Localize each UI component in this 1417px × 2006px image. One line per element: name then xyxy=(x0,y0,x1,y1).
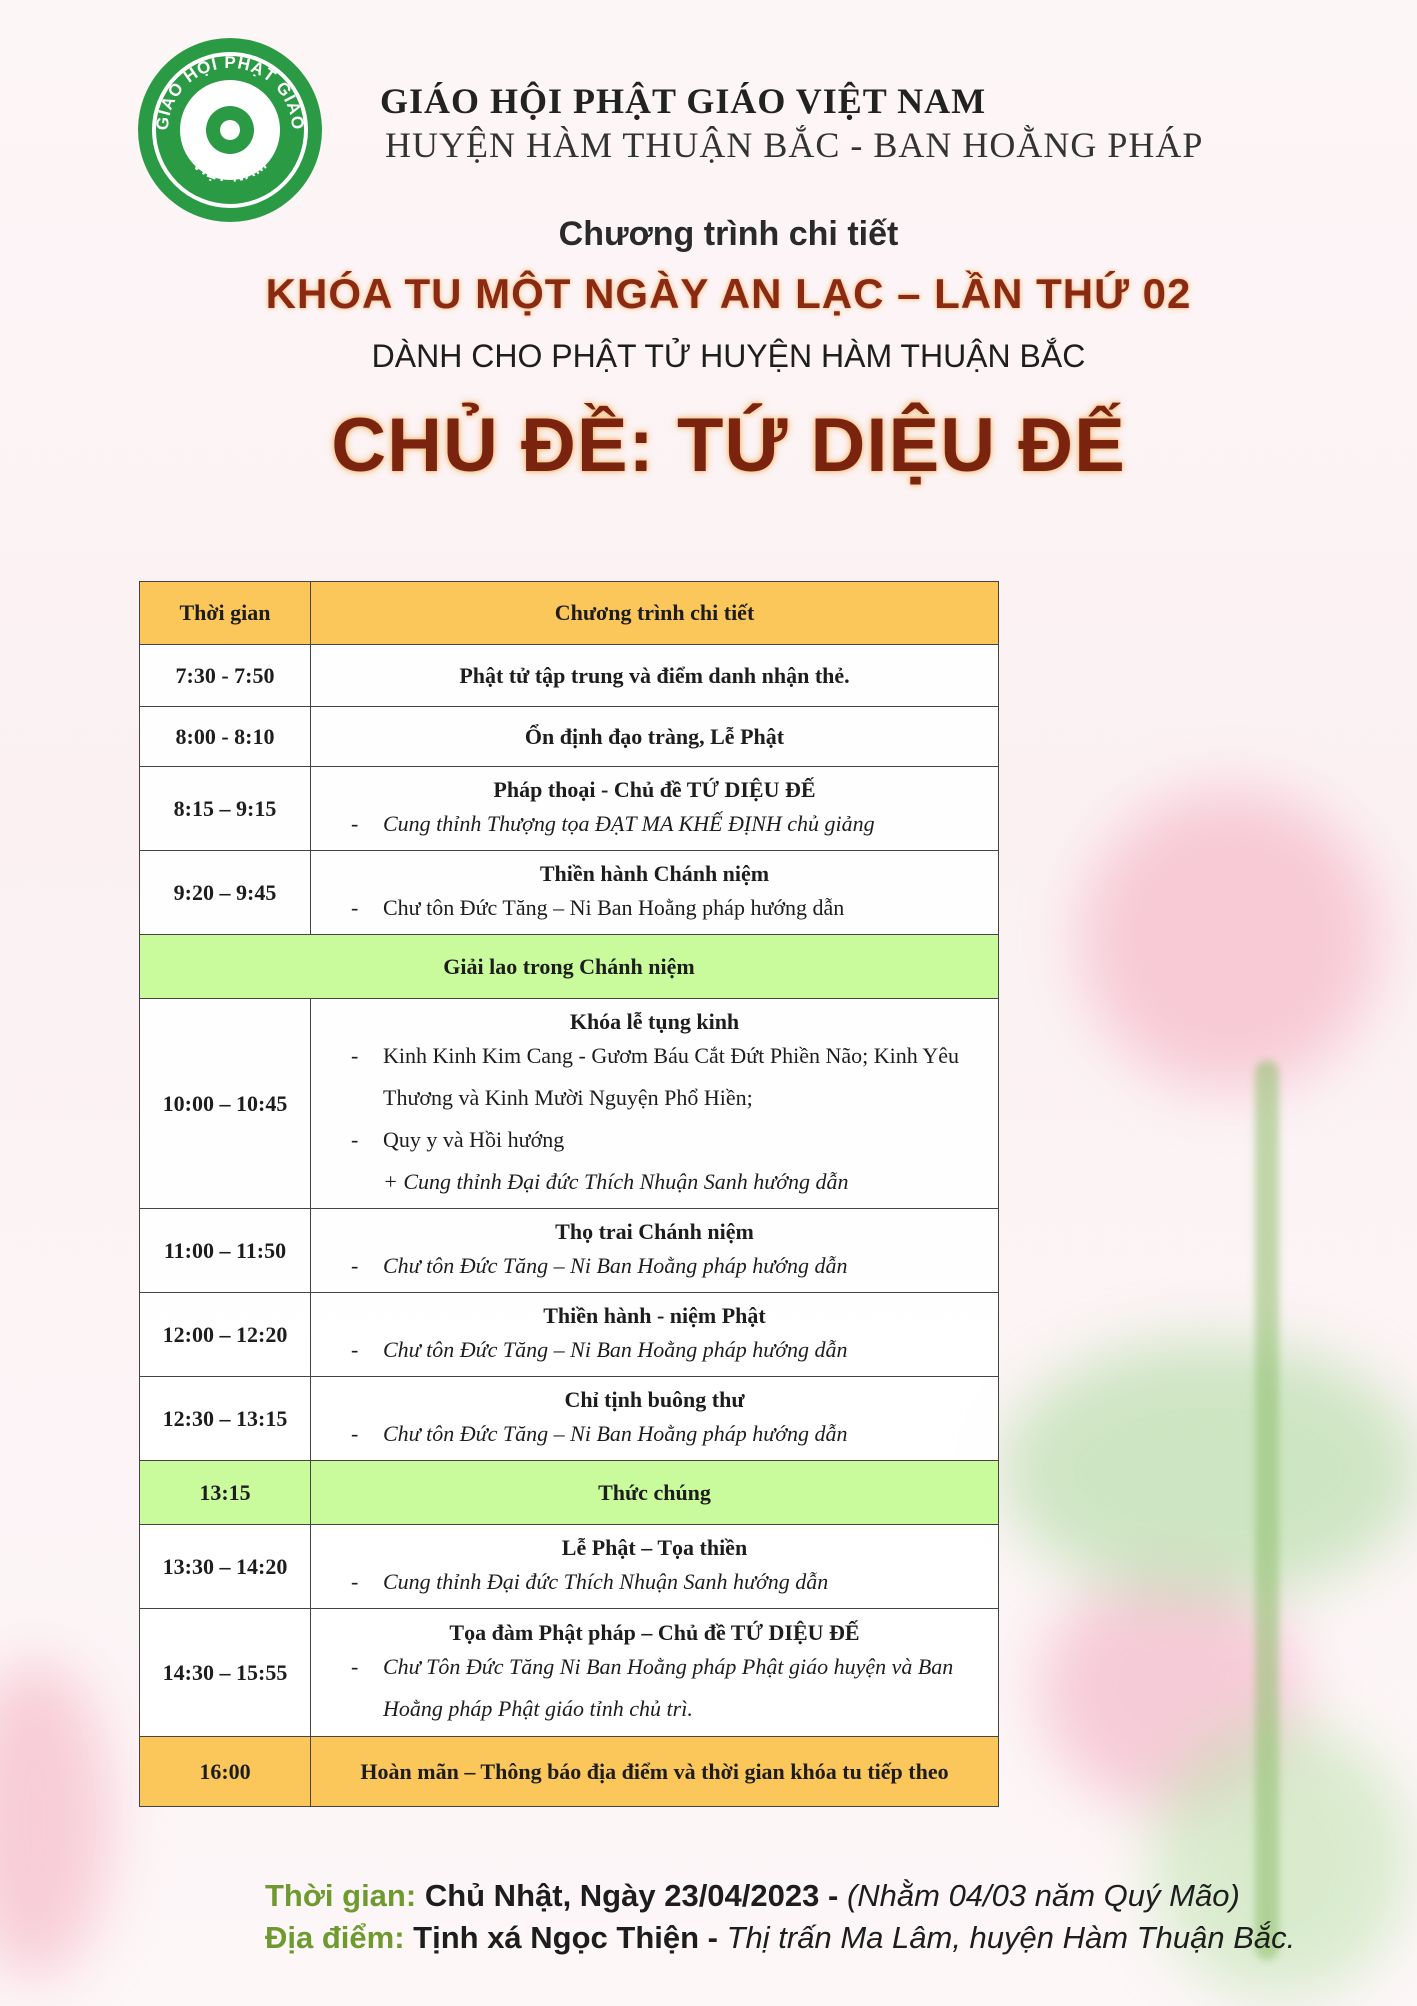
row-time: 13:30 – 14:20 xyxy=(140,1525,311,1609)
table-row xyxy=(140,851,999,935)
lotus-leaves-bottom xyxy=(1150,1720,1410,2000)
row-detail: + Cung thỉnh Đại đức Thích Nhuận Sanh hướng dẫn xyxy=(383,1168,849,1194)
footer-time-note: (Nhằm 04/03 năm Quý Mão) xyxy=(846,1878,1240,1913)
break-row xyxy=(140,1461,999,1525)
row-detail: - Chư tôn Đức Tăng – Ni Ban Hoằng pháp hướng dẫn xyxy=(351,894,845,920)
table-row xyxy=(140,645,999,707)
row-title: Thọ trai Chánh niệm xyxy=(555,1218,754,1244)
svg-text:VIỆT NAM xyxy=(189,156,271,186)
row-time: 16:00 xyxy=(140,1737,311,1807)
table-row xyxy=(140,1609,999,1737)
row-title: Hoàn mãn – Thông báo địa điểm và thời gian khóa tu tiếp theo xyxy=(311,1737,999,1807)
row-title: Khóa lễ tụng kinh xyxy=(569,1008,740,1034)
footer-place-label: Địa điểm: xyxy=(265,1920,405,1955)
row-title: Lễ Phật – Tọa thiền xyxy=(561,1534,748,1560)
row-time: 8:15 – 9:15 xyxy=(140,767,311,851)
footer-time xyxy=(265,1878,1240,1914)
logo-text-top: GIÁO HỘI PHẬT GIÁO xyxy=(152,52,308,132)
break-row xyxy=(140,935,999,999)
svg-text:GIÁO HỘI PHẬT GIÁO xyxy=(153,53,308,131)
row-detail: - Quy y và Hồi hướng xyxy=(351,1126,565,1152)
table-row xyxy=(140,1525,999,1609)
row-time: 12:30 – 13:15 xyxy=(140,1377,311,1461)
theme-title: CHỦ ĐỀ: TỨ DIỆU ĐẾ xyxy=(331,403,1126,488)
table-row xyxy=(140,1209,999,1293)
footer-place-note: Thị trấn Ma Lâm, huyện Hàm Thuận Bắc. xyxy=(726,1920,1296,1955)
row-detail: - Chư tôn Đức Tăng – Ni Ban Hoằng pháp hướng dẫn xyxy=(351,1336,848,1362)
row-title: Tọa đàm Phật pháp – Chủ đề TỨ DIỆU ĐẾ xyxy=(449,1619,860,1645)
org-line-1: GIÁO HỘI PHẬT GIÁO VIỆT NAM xyxy=(380,81,987,121)
row-title: Thức chúng xyxy=(311,1461,999,1525)
table-row xyxy=(140,1377,999,1461)
footer-place-value: Tịnh xá Ngọc Thiện - xyxy=(413,1920,718,1955)
row-title: Ổn định đạo tràng, Lễ Phật xyxy=(311,707,999,767)
schedule-table xyxy=(139,581,999,1807)
row-time: 14:30 – 15:55 xyxy=(140,1609,311,1737)
lotus-stem xyxy=(1255,1060,1279,1960)
row-detail: - Cung thỉnh Đại đức Thích Nhuận Sanh hướng dẫn xyxy=(351,1568,829,1594)
row-title: Pháp thoại - Chủ đề TỨ DIỆU ĐẾ xyxy=(493,776,816,802)
row-time: 12:00 – 12:20 xyxy=(140,1293,311,1377)
row-time: 13:15 xyxy=(140,1461,311,1525)
row-title: Thiền hành - niệm Phật xyxy=(543,1302,766,1328)
lotus-bud-left xyxy=(0,1660,110,1980)
row-detail: - Kinh Kinh Kim Cang - Gươm Báu Cắt Đứt Phiền Não; Kinh Yêu Thương và Kinh Mười Nguyện Phổ Hiền; xyxy=(351,1042,960,1110)
org-line-2: HUYỆN HÀM THUẬN BẮC - BAN HOẰNG PHÁP xyxy=(385,125,1204,165)
break-title: Giải lao trong Chánh niệm xyxy=(140,935,999,999)
row-detail: - Chư tôn Đức Tăng – Ni Ban Hoằng pháp hướng dẫn xyxy=(351,1420,848,1446)
row-time: 7:30 - 7:50 xyxy=(140,645,311,707)
buddhist-sangha-logo xyxy=(138,38,322,222)
lotus-leaves xyxy=(1000,1340,1417,1600)
row-title: Thiền hành Chánh niệm xyxy=(539,860,770,886)
footer-time-label: Thời gian: xyxy=(265,1878,417,1913)
row-time: 9:20 – 9:45 xyxy=(140,851,311,935)
audience-line: DÀNH CHO PHẬT TỬ HUYỆN HÀM THUẬN BẮC xyxy=(371,338,1086,374)
row-time: 8:00 - 8:10 xyxy=(140,707,311,767)
table-row xyxy=(140,999,999,1209)
row-title: Phật tử tập trung và điểm danh nhận thẻ. xyxy=(311,645,999,707)
logo-text-bottom: VIỆT NAM xyxy=(189,155,271,186)
row-title: Chỉ tịnh buông thư xyxy=(564,1386,745,1412)
table-row xyxy=(140,1293,999,1377)
footer-place xyxy=(265,1920,1295,1956)
row-time: 10:00 – 10:45 xyxy=(140,999,311,1209)
row-time: 11:00 – 11:50 xyxy=(140,1209,311,1293)
lotus-blossom-right xyxy=(1080,790,1380,1090)
table-header-row xyxy=(140,582,999,645)
footer-time-value: Chủ Nhật, Ngày 23/04/2023 - xyxy=(424,1878,839,1913)
header-time: Thời gian xyxy=(140,582,311,645)
closing-row xyxy=(140,1737,999,1807)
retreat-title: KHÓA TU MỘT NGÀY AN LẠC – LẦN THỨ 02 xyxy=(265,270,1192,317)
table-row xyxy=(140,707,999,767)
row-detail: - Chư Tôn Đức Tăng Ni Ban Hoằng pháp Phật giáo huyện và Ban Hoằng pháp Phật giáo tỉnh chủ trì. xyxy=(351,1653,954,1721)
table-row xyxy=(140,767,999,851)
program-subtitle: Chương trình chi tiết xyxy=(558,215,899,253)
row-detail: - Chư tôn Đức Tăng – Ni Ban Hoằng pháp hướng dẫn xyxy=(351,1252,848,1278)
header-program: Chương trình chi tiết xyxy=(311,582,999,645)
row-detail: - Cung thỉnh Thượng tọa ĐẠT MA KHẾ ĐỊNH chủ giảng xyxy=(351,810,875,836)
